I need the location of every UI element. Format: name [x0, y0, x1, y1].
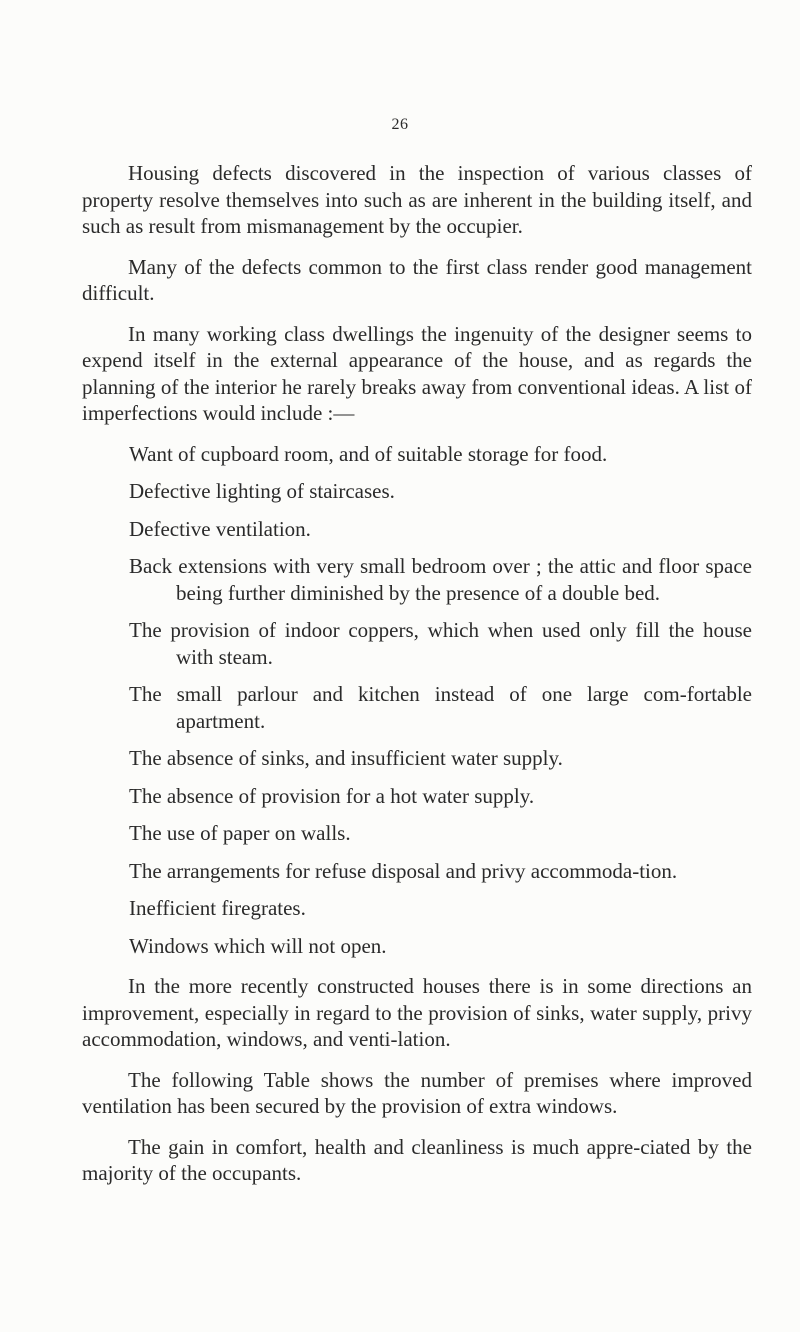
- list-item: The use of paper on walls.: [129, 821, 351, 845]
- paragraph-working-class-dwellings: In many working class dwellings the ingenuity of the designer seems to expend itself in the external appearance of the house, and as regards the planning of the interior he rarely breaks away from conventional ideas. A list of imperfections would include :—: [82, 321, 752, 425]
- paragraph-table-reference: The following Table shows the number of premises where improved ventilation has been secured by the provision of extra windows.: [82, 1067, 752, 1118]
- list-item: Defective ventilation.: [129, 516, 311, 541]
- list-item: The arrangements for refuse disposal and privy accommoda-tion.: [129, 858, 678, 883]
- list-item: Want of cupboard room, and of suitable storage for food.: [129, 441, 608, 466]
- body-text: [82, 160, 752, 1187]
- paragraph-recent-improvements: In the more recently constructed houses there is in some directions an improvement, especially in regard to the provision of sinks, water supply, privy accommodation, windows, and venti-lation.: [82, 974, 752, 1051]
- list-item: Windows which will not open.: [129, 933, 387, 958]
- paragraph-gain-in-comfort: The gain in comfort, health and cleanliness is much appre-ciated by the majority of the occupants.: [82, 1134, 752, 1185]
- list-item: Back extensions with very small bedroom over ; the attic and floor space being further diminished by the presence of a double bed.: [129, 554, 752, 605]
- list-item: The provision of indoor coppers, which when used only fill the house with steam.: [129, 618, 752, 669]
- paragraph-first-class-defects: Many of the defects common to the first class render good management difficult.: [82, 254, 752, 305]
- list-item: The absence of sinks, and insufficient water supply.: [129, 746, 563, 770]
- list-item: The absence of provision for a hot water supply.: [129, 783, 535, 808]
- paragraph-housing-defects: Housing defects discovered in the inspection of various classes of property resolve themselves into such as are inherent in the building itself, and such as result from mismanagement by the occupier.: [82, 161, 752, 238]
- list-item: The small parlour and kitchen instead of one large com-fortable apartment.: [129, 682, 752, 733]
- list-item: Defective lighting of staircases.: [129, 479, 395, 503]
- page-number: 26: [391, 116, 409, 133]
- imperfections-list: [82, 441, 752, 960]
- list-item: Inefficient firegrates.: [129, 896, 306, 920]
